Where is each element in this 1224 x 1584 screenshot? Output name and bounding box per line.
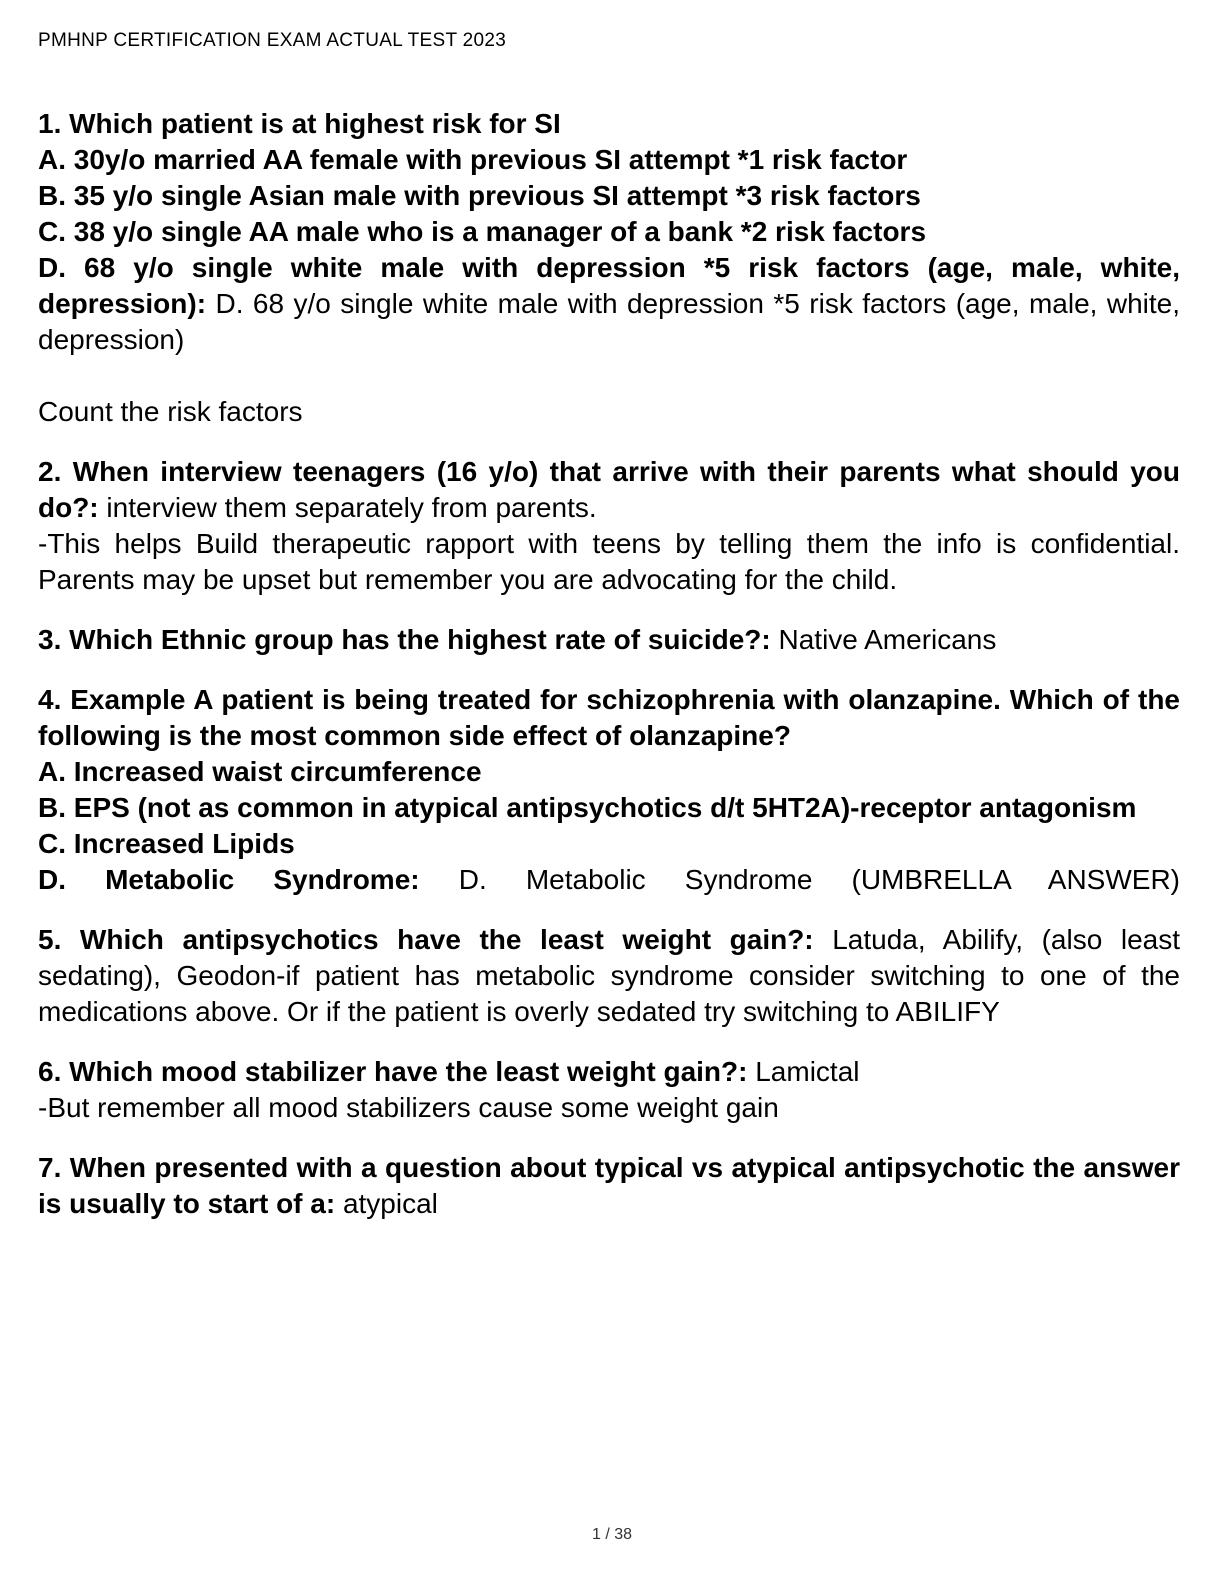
text-run-bold: D. Metabolic Syndrome: bbox=[38, 864, 459, 895]
text-run: Count the risk factors bbox=[38, 396, 303, 427]
text-run: D. Metabolic Syndrome (UMBRELLA ANSWER) bbox=[458, 864, 1180, 895]
paragraph-3 bbox=[38, 178, 1180, 214]
paragraph-10 bbox=[38, 682, 1180, 754]
text-run: Latuda, Abilify, (also least sedating), Geodon-if patient has metabolic syndrome consider switching to one of the medications above. Or if the patient is overly sedated try switching to ABILIFY bbox=[38, 924, 1180, 1027]
text-run: -But remember all mood stabilizers cause some weight gain bbox=[38, 1092, 779, 1123]
paragraph-4 bbox=[38, 214, 1180, 250]
paragraph-17 bbox=[38, 1090, 1180, 1126]
text-run-bold: B. 35 y/o single Asian male with previous SI attempt *3 risk factors bbox=[38, 180, 921, 211]
text-run-bold: 7. When presented with a question about typical vs atypical antipsychotic the answer is usually to start of a: bbox=[38, 1152, 1180, 1219]
paragraph-9 bbox=[38, 622, 1180, 658]
text-run-bold: A. Increased waist circumference bbox=[38, 756, 482, 787]
text-run-bold: 4. Example A patient is being treated for schizophrenia with olanzapine. Which of the following is the most common side effect of olanzapine? bbox=[38, 684, 1180, 751]
text-run-bold: 5. Which antipsychotics have the least weight gain?: bbox=[38, 924, 833, 955]
paragraph-12 bbox=[38, 790, 1180, 826]
text-run-bold: 2. When interview teenagers (16 y/o) that arrive with their parents what should you do?: bbox=[38, 456, 1180, 523]
paragraph-7 bbox=[38, 454, 1180, 526]
text-run: Native Americans bbox=[778, 624, 997, 655]
text-run-bold: B. EPS (not as common in atypical antipsychotics d/t 5HT2A)-receptor antagonism bbox=[38, 792, 1137, 823]
document-content bbox=[38, 106, 1180, 1222]
text-run: interview them separately from parents. bbox=[106, 492, 597, 523]
paragraph-6 bbox=[38, 394, 1180, 430]
paragraph-5 bbox=[38, 250, 1180, 358]
text-run-bold: D. 68 y/o single white male with depression *5 risk factors (age, male, white, depression): bbox=[38, 252, 1180, 319]
text-run-bold: C. 38 y/o single AA male who is a manager of a bank *2 risk factors bbox=[38, 216, 927, 247]
text-run-bold: C. Increased Lipids bbox=[38, 828, 295, 859]
text-run: D. 68 y/o single white male with depression *5 risk factors (age, male, white, depression) bbox=[38, 288, 1180, 355]
text-run-bold: 3. Which Ethnic group has the highest rate of suicide?: bbox=[38, 624, 779, 655]
paragraph-11 bbox=[38, 754, 1180, 790]
text-run-bold: 6. Which mood stabilizer have the least weight gain?: bbox=[38, 1056, 756, 1087]
text-run-bold: 1. Which patient is at highest risk for SI bbox=[38, 108, 561, 139]
text-run: Lamictal bbox=[755, 1056, 860, 1087]
page-number: 1 / 38 bbox=[591, 1526, 633, 1543]
paragraph-8 bbox=[38, 526, 1180, 598]
paragraph-16 bbox=[38, 1054, 1180, 1090]
paragraph-14 bbox=[38, 862, 1180, 898]
paragraph-18 bbox=[38, 1150, 1180, 1222]
paragraph-1 bbox=[38, 106, 1180, 142]
text-run: -This helps Build therapeutic rapport with teens by telling them the info is confidential. Parents may be upset but remember you are advocating for the child. bbox=[38, 528, 1180, 595]
text-run: atypical bbox=[342, 1188, 438, 1219]
paragraph-15 bbox=[38, 922, 1180, 1030]
paragraph-2 bbox=[38, 142, 1180, 178]
document-header-title: PMHNP CERTIFICATION EXAM ACTUAL TEST 2023 bbox=[38, 30, 507, 51]
paragraph-13 bbox=[38, 826, 1180, 862]
text-run-bold: A. 30y/o married AA female with previous SI attempt *1 risk factor bbox=[38, 144, 908, 175]
